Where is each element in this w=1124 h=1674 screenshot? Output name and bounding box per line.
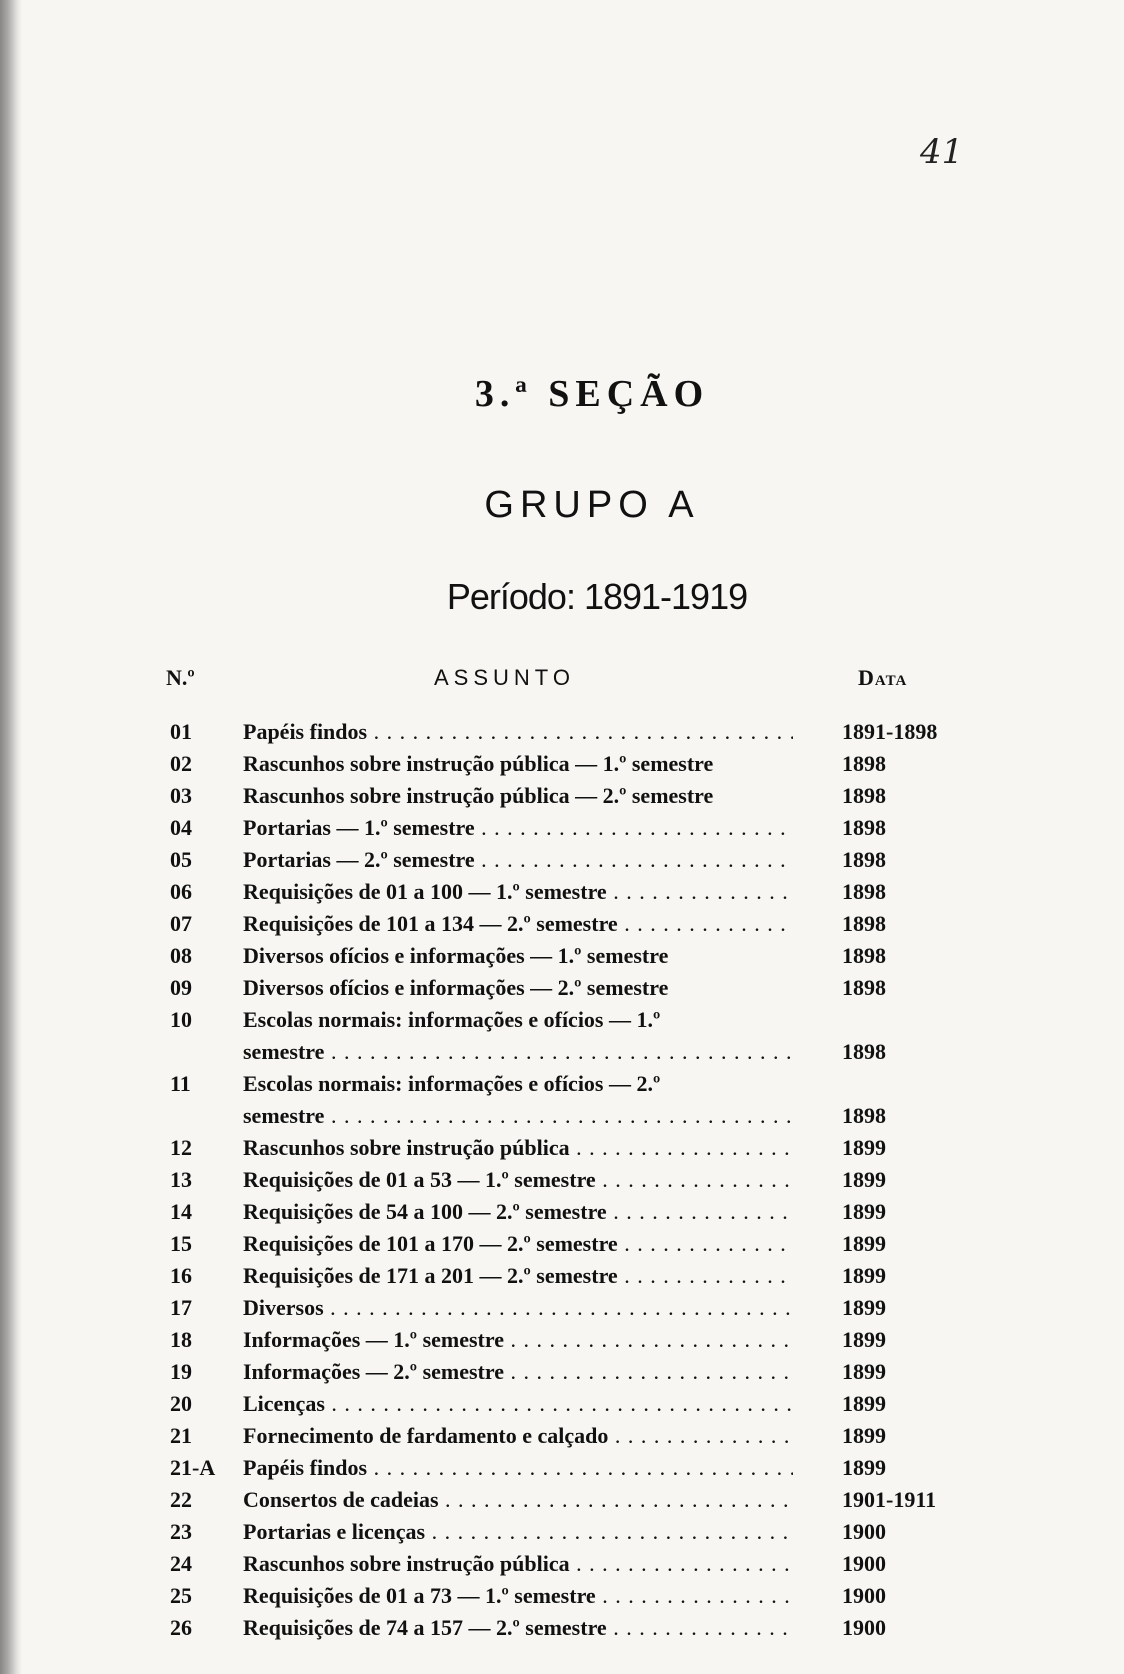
table-row bbox=[0, 1164, 1124, 1196]
row-number: 10 bbox=[170, 1007, 192, 1032]
row-number: 21-A bbox=[170, 1455, 216, 1480]
row-date: 1899 bbox=[842, 1327, 886, 1352]
row-subject: Diversos ofícios e informações — 1.º semestre bbox=[243, 943, 669, 968]
table-row bbox=[0, 1388, 1124, 1420]
row-date: 1898 bbox=[842, 847, 886, 872]
row-subject: semestre . . . bbox=[243, 1100, 793, 1132]
row-subject: Escolas normais: informações e ofícios — 2.º bbox=[243, 1071, 661, 1096]
table-row bbox=[0, 940, 1124, 972]
row-number: 24 bbox=[170, 1551, 192, 1576]
table-row bbox=[0, 1068, 1124, 1100]
row-subject: Portarias e licenças . . . bbox=[243, 1516, 793, 1548]
row-subject: Requisições de 74 a 157 — 2.º semestre . . . bbox=[243, 1612, 793, 1644]
row-date: 1898 bbox=[842, 911, 886, 936]
row-number: 14 bbox=[170, 1199, 192, 1224]
row-number: 26 bbox=[170, 1615, 192, 1640]
row-date: 1899 bbox=[842, 1231, 886, 1256]
row-subject: Papéis findos . . . bbox=[243, 716, 793, 748]
row-number: 02 bbox=[170, 751, 192, 776]
row-subject: semestre . . . bbox=[243, 1036, 793, 1068]
row-subject: Requisições de 01 a 100 — 1.º semestre . . . bbox=[243, 876, 793, 908]
table-row bbox=[0, 780, 1124, 812]
table-row bbox=[0, 1580, 1124, 1612]
table-row bbox=[0, 812, 1124, 844]
row-date: 1898 bbox=[842, 1039, 886, 1064]
row-number: 17 bbox=[170, 1295, 192, 1320]
row-number: 21 bbox=[170, 1423, 192, 1448]
table-row bbox=[0, 1132, 1124, 1164]
row-date: 1898 bbox=[842, 943, 886, 968]
row-date: 1899 bbox=[842, 1391, 886, 1416]
row-subject: Consertos de cadeias . . . bbox=[243, 1484, 793, 1516]
row-subject: Licenças . . . bbox=[243, 1388, 793, 1420]
column-header-number: N.º bbox=[166, 665, 195, 690]
row-number: 23 bbox=[170, 1519, 192, 1544]
row-date: 1900 bbox=[842, 1519, 886, 1544]
row-date: 1900 bbox=[842, 1583, 886, 1608]
table-row bbox=[0, 908, 1124, 940]
row-number: 08 bbox=[170, 943, 192, 968]
row-subject: Rascunhos sobre instrução pública . . . bbox=[243, 1548, 793, 1580]
row-subject: Rascunhos sobre instrução pública . . . bbox=[243, 1132, 793, 1164]
table-row bbox=[0, 1420, 1124, 1452]
row-date: 1899 bbox=[842, 1359, 886, 1384]
column-header-date: Data bbox=[858, 665, 908, 690]
row-subject: Requisições de 101 a 134 — 2.º semestre . . . bbox=[243, 908, 793, 940]
row-subject: Informações — 2.º semestre . . . bbox=[243, 1356, 793, 1388]
table-row bbox=[0, 844, 1124, 876]
table-row bbox=[0, 1452, 1124, 1484]
row-number: 19 bbox=[170, 1359, 192, 1384]
row-subject: Papéis findos . . . bbox=[243, 1452, 793, 1484]
table-row bbox=[0, 1356, 1124, 1388]
row-date: 1891-1898 bbox=[842, 719, 938, 744]
table-row bbox=[0, 1100, 1124, 1132]
row-number: 05 bbox=[170, 847, 192, 872]
table-row bbox=[0, 1196, 1124, 1228]
index-table bbox=[0, 716, 1124, 1644]
row-date: 1898 bbox=[842, 975, 886, 1000]
table-row bbox=[0, 748, 1124, 780]
table-row bbox=[0, 1516, 1124, 1548]
table-row bbox=[0, 1260, 1124, 1292]
row-date: 1898 bbox=[842, 815, 886, 840]
row-subject: Fornecimento de fardamento e calçado . . . bbox=[243, 1420, 793, 1452]
page-number: 41 bbox=[920, 132, 964, 172]
row-number: 20 bbox=[170, 1391, 192, 1416]
table-row bbox=[0, 716, 1124, 748]
row-number: 07 bbox=[170, 911, 192, 936]
row-number: 03 bbox=[170, 783, 192, 808]
row-subject: Portarias — 2.º semestre . . . bbox=[243, 844, 793, 876]
table-row bbox=[0, 1612, 1124, 1644]
table-row bbox=[0, 1036, 1124, 1068]
row-subject: Rascunhos sobre instrução pública — 2.º semestre bbox=[243, 783, 714, 808]
row-date: 1898 bbox=[842, 879, 886, 904]
row-number: 09 bbox=[170, 975, 192, 1000]
row-date: 1898 bbox=[842, 1103, 886, 1128]
table-row bbox=[0, 1228, 1124, 1260]
row-date: 1899 bbox=[842, 1423, 886, 1448]
row-date: 1899 bbox=[842, 1167, 886, 1192]
row-date: 1898 bbox=[842, 783, 886, 808]
row-number: 25 bbox=[170, 1583, 192, 1608]
row-number: 04 bbox=[170, 815, 192, 840]
row-number: 06 bbox=[170, 879, 192, 904]
row-number: 12 bbox=[170, 1135, 192, 1160]
row-number: 16 bbox=[170, 1263, 192, 1288]
row-number: 22 bbox=[170, 1487, 192, 1512]
row-date: 1898 bbox=[842, 751, 886, 776]
row-subject: Requisições de 101 a 170 — 2.º semestre . . . bbox=[243, 1228, 793, 1260]
table-row bbox=[0, 1548, 1124, 1580]
row-date: 1901-1911 bbox=[842, 1487, 937, 1512]
period-label: Período: 1891-1919 bbox=[446, 576, 748, 617]
row-subject: Informações — 1.º semestre . . . bbox=[243, 1324, 793, 1356]
row-number: 01 bbox=[170, 719, 192, 744]
table-row bbox=[0, 876, 1124, 908]
row-subject: Requisições de 01 a 73 — 1.º semestre . . . bbox=[243, 1580, 793, 1612]
row-number: 18 bbox=[170, 1327, 192, 1352]
row-subject: Escolas normais: informações e ofícios — 1.º bbox=[243, 1007, 661, 1032]
row-number: 13 bbox=[170, 1167, 192, 1192]
row-date: 1899 bbox=[842, 1263, 886, 1288]
row-subject: Requisições de 01 a 53 — 1.º semestre . . . bbox=[243, 1164, 793, 1196]
column-header-subject: ASSUNTO bbox=[434, 665, 575, 690]
row-number: 15 bbox=[170, 1231, 192, 1256]
row-date: 1900 bbox=[842, 1551, 886, 1576]
table-row bbox=[0, 1324, 1124, 1356]
row-date: 1900 bbox=[842, 1615, 886, 1640]
table-row bbox=[0, 1004, 1124, 1036]
table-row bbox=[0, 1484, 1124, 1516]
row-date: 1899 bbox=[842, 1455, 886, 1480]
row-subject: Requisições de 54 a 100 — 2.º semestre . . . bbox=[243, 1196, 793, 1228]
row-subject: Rascunhos sobre instrução pública — 1.º semestre bbox=[243, 751, 714, 776]
row-date: 1899 bbox=[842, 1135, 886, 1160]
row-date: 1899 bbox=[842, 1295, 886, 1320]
row-subject: Requisições de 171 a 201 — 2.º semestre . . . bbox=[243, 1260, 793, 1292]
row-subject: Diversos ofícios e informações — 2.º semestre bbox=[243, 975, 669, 1000]
table-row bbox=[0, 1292, 1124, 1324]
row-subject: Portarias — 1.º semestre . . . bbox=[243, 812, 793, 844]
row-number: 11 bbox=[170, 1071, 191, 1096]
row-subject: Diversos . . . bbox=[243, 1292, 793, 1324]
row-date: 1899 bbox=[842, 1199, 886, 1224]
section-title: 3.ª SEÇÃO bbox=[474, 373, 710, 415]
table-row bbox=[0, 972, 1124, 1004]
group-title: GRUPO A bbox=[484, 484, 700, 526]
